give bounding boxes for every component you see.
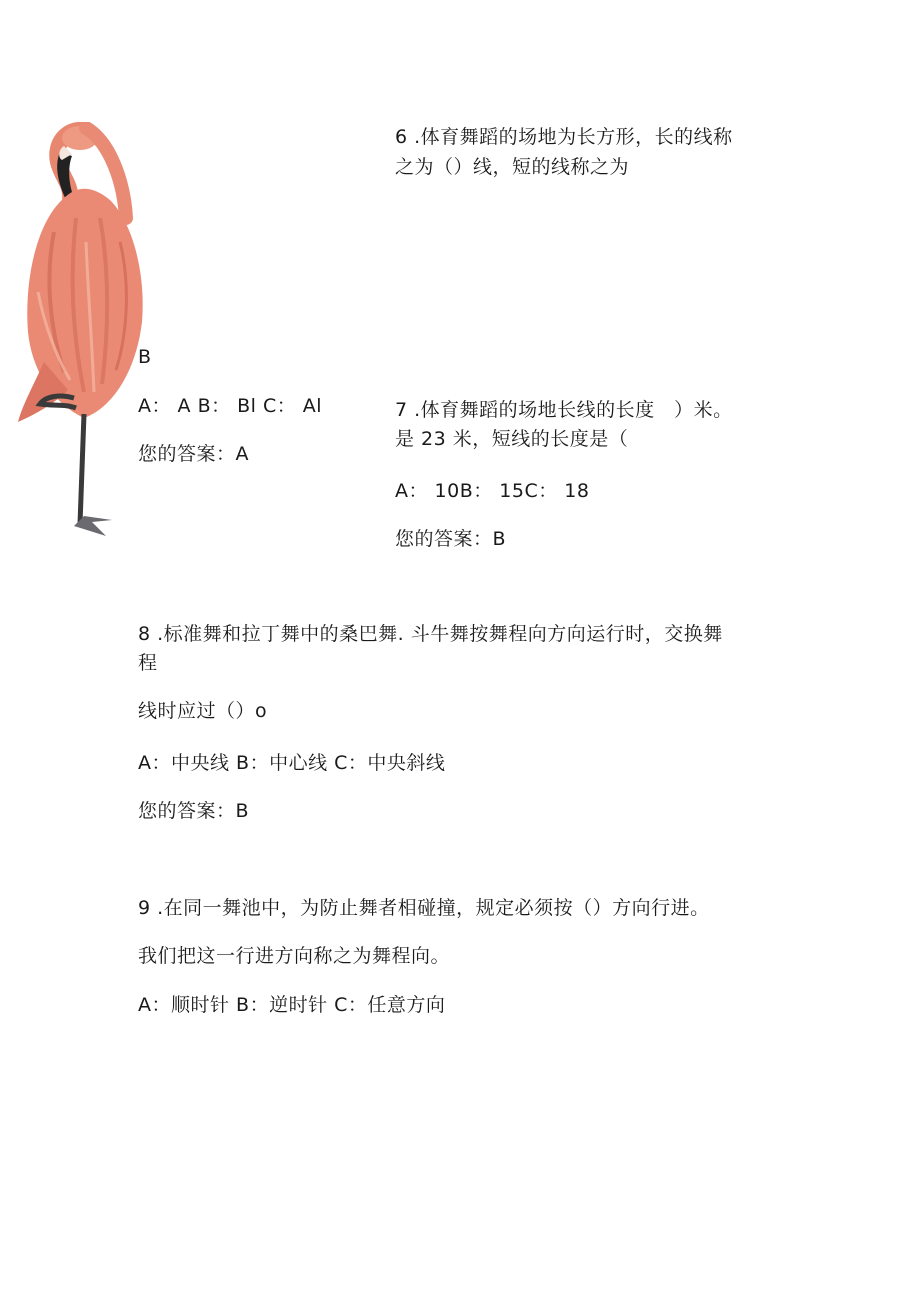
flamingo-icon xyxy=(14,122,154,547)
q7-answer: 您的答案：B xyxy=(395,528,507,550)
q9-line1: 9 .在同一舞池中，为防止舞者相碰撞，规定必须按（）方向行进。 xyxy=(138,897,710,919)
q9-options: A：顺时针 B：逆时针 C：任意方向 xyxy=(138,994,446,1016)
left-answer: 您的答案：A xyxy=(138,443,249,465)
q6-line1: 6 .体育舞蹈的场地为长方形，长的线称 xyxy=(395,126,733,148)
q6-line2: 之为（）线，短的线称之为 xyxy=(395,156,630,178)
q8-line1: 8 .标准舞和拉丁舞中的桑巴舞. 斗牛舞按舞程向方向运行时，交换舞 xyxy=(138,623,723,645)
q8-options: A：中央线 B：中心线 C：中央斜线 xyxy=(138,752,446,774)
q8-answer: 您的答案：B xyxy=(138,800,250,822)
q8-line2: 程 xyxy=(138,652,158,674)
q8-line3: 线时应过（）o xyxy=(138,700,268,722)
q7-line1: 7 .体育舞蹈的场地长线的长度 ）米。 xyxy=(395,399,733,421)
q7-line2: 是 23 米，短线的长度是（ xyxy=(395,428,629,450)
q7-options: A： 10B： 15C： 18 xyxy=(395,480,590,502)
stray-letter: B xyxy=(138,346,152,368)
q9-line2: 我们把这一行进方向称之为舞程向。 xyxy=(138,945,451,967)
left-options: A： A B： Bl C： Al xyxy=(138,395,323,417)
